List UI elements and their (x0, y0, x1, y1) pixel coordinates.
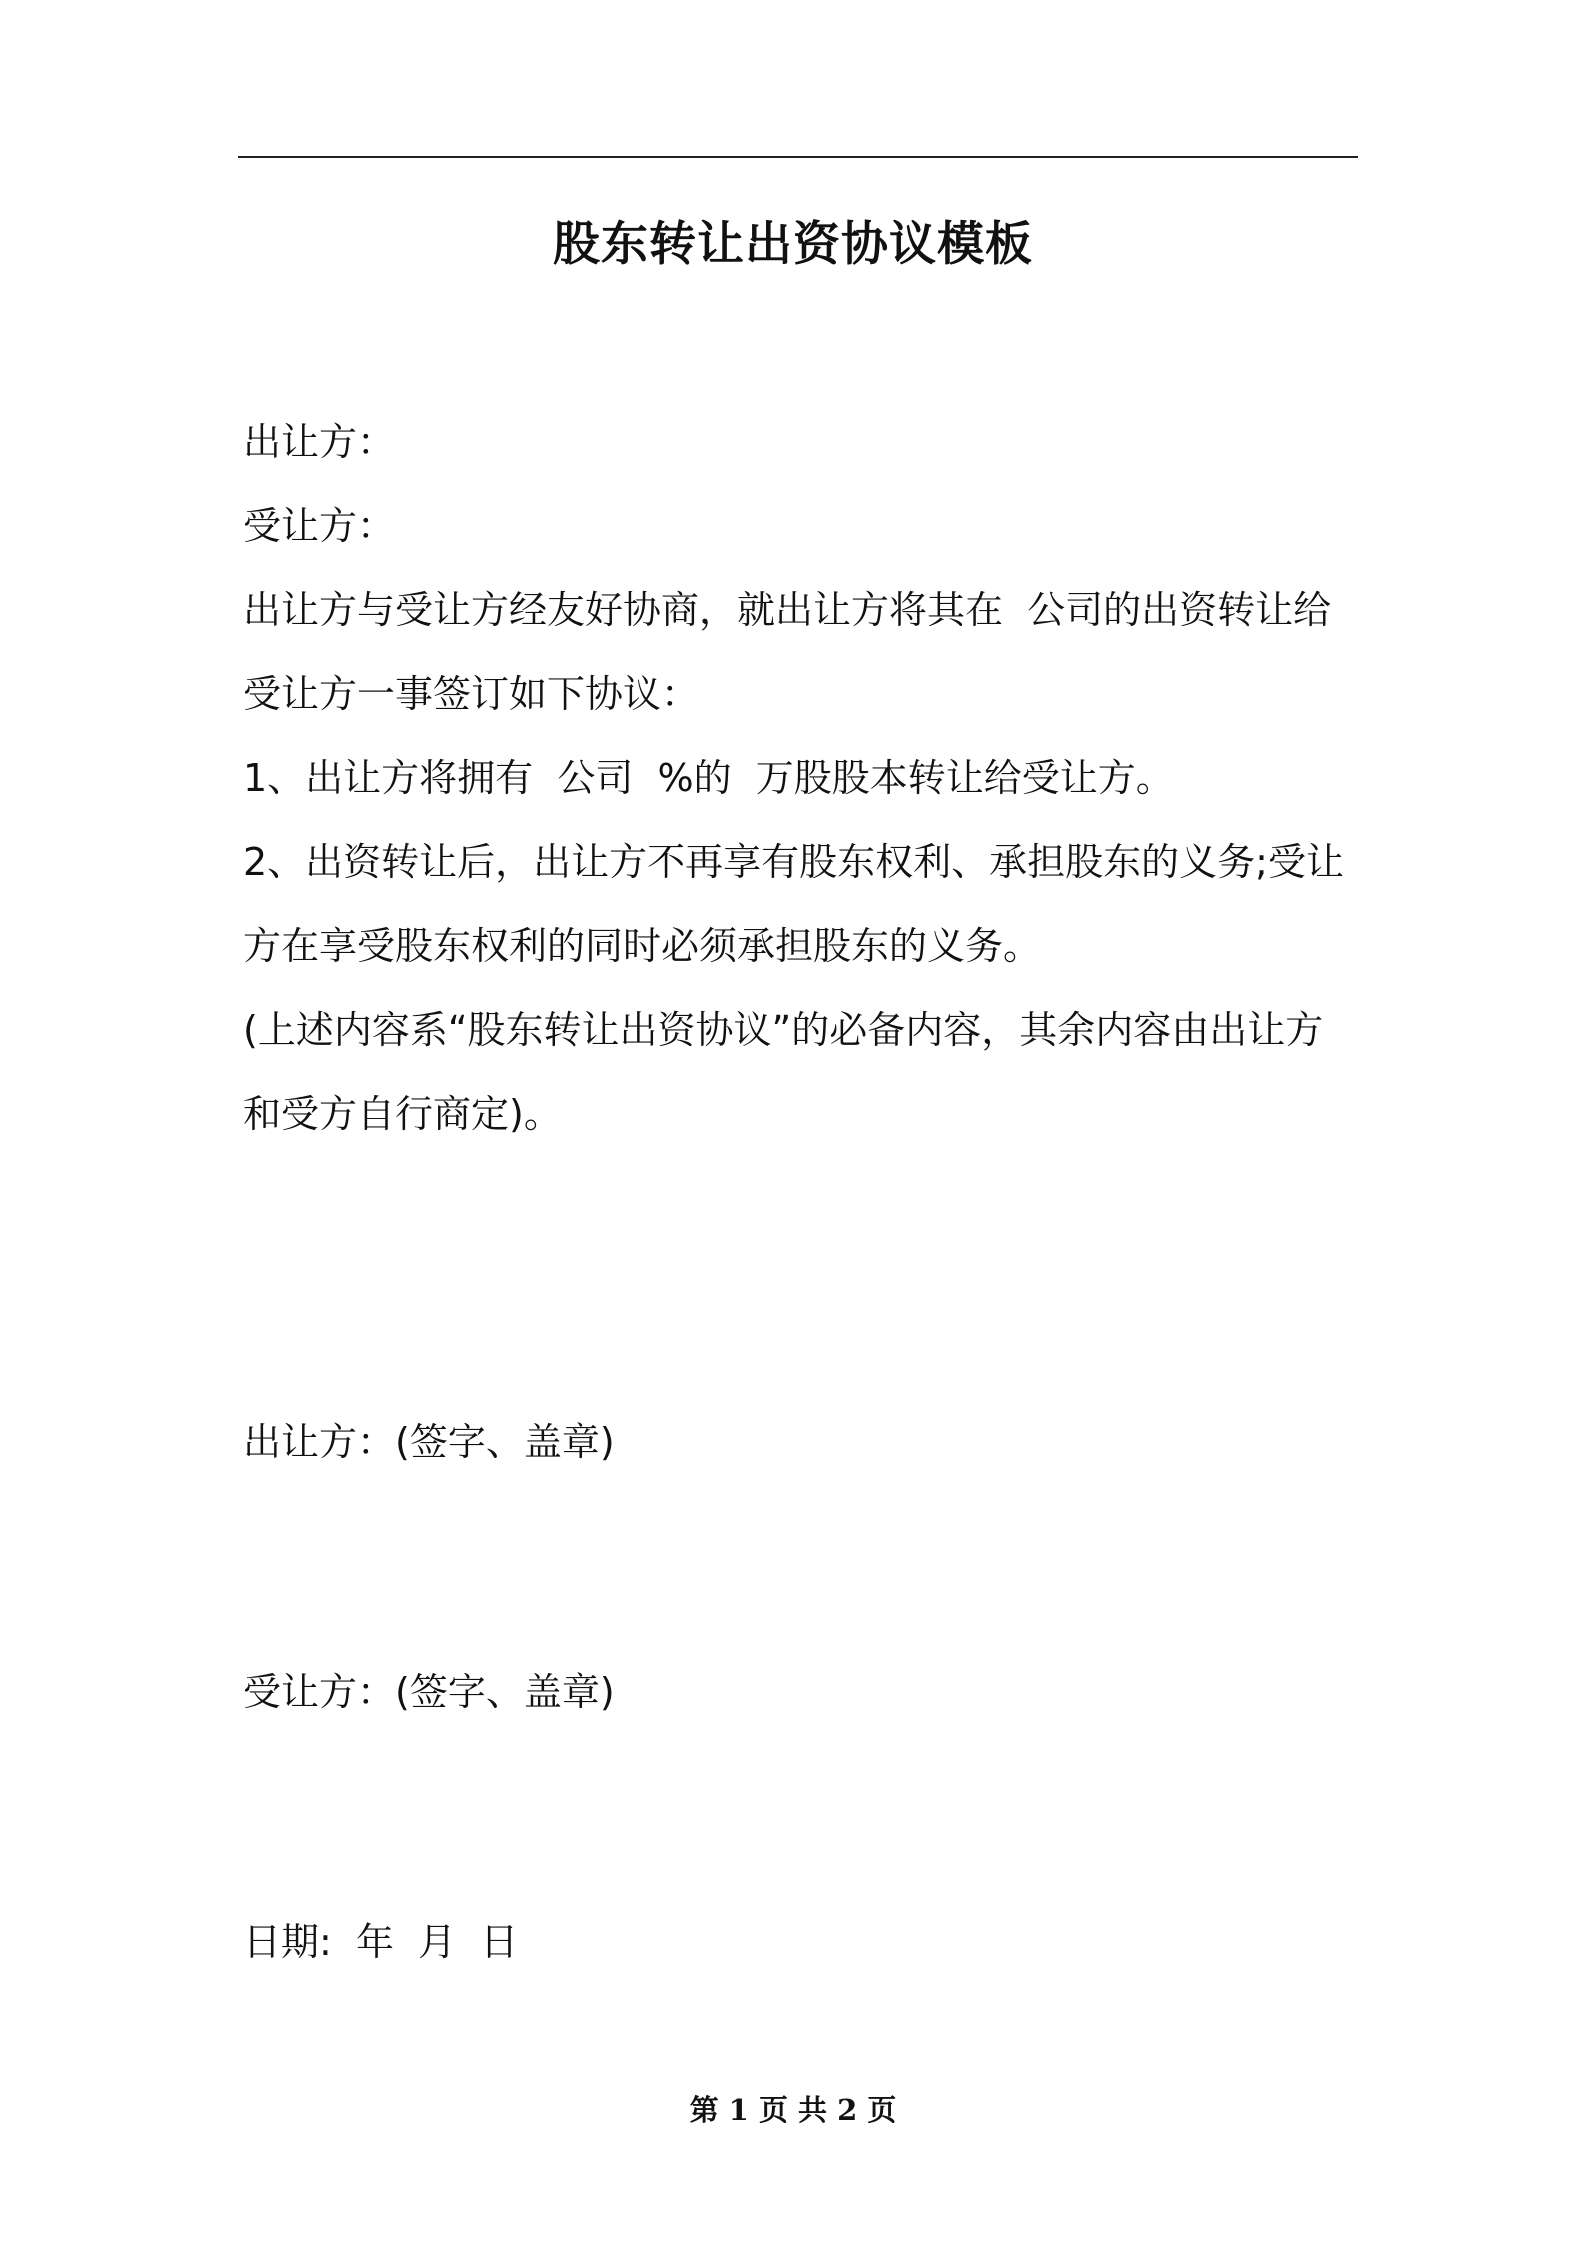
document-body (243, 400, 1358, 1156)
intro-paragraph: 出让方与受让方经友好协商，就出让方将其在 公司的出资转让给受让方一事签订如下协议： (243, 588, 1332, 716)
document-title: 股东转让出资协议模板 (553, 217, 1033, 272)
page-number-footer: 第 1 页 共 2 页 (689, 2093, 897, 2127)
transferor-signature-line: 出让方：(签字、盖章) (243, 1420, 615, 1464)
transferor-line: 出让方： (243, 420, 396, 464)
note-paragraph: (上述内容系“股东转让出资协议”的必备内容，其余内容由出让方和受方自行商定)。 (243, 1008, 1324, 1136)
clause-2: 2、出资转让后，出让方不再享有股东权利、承担股东的义务;受让方在享受股东权利的同时必须承担股东的义务。 (243, 840, 1344, 968)
transferee-line: 受让方： (243, 504, 396, 548)
header-rule (238, 156, 1358, 158)
date-line: 日期: 年 月 日 (243, 1920, 519, 1964)
clause-1: 1、出让方将拥有 公司 %的 万股股本转让给受让方。 (243, 756, 1174, 800)
transferee-signature-line: 受让方：(签字、盖章) (243, 1670, 615, 1714)
